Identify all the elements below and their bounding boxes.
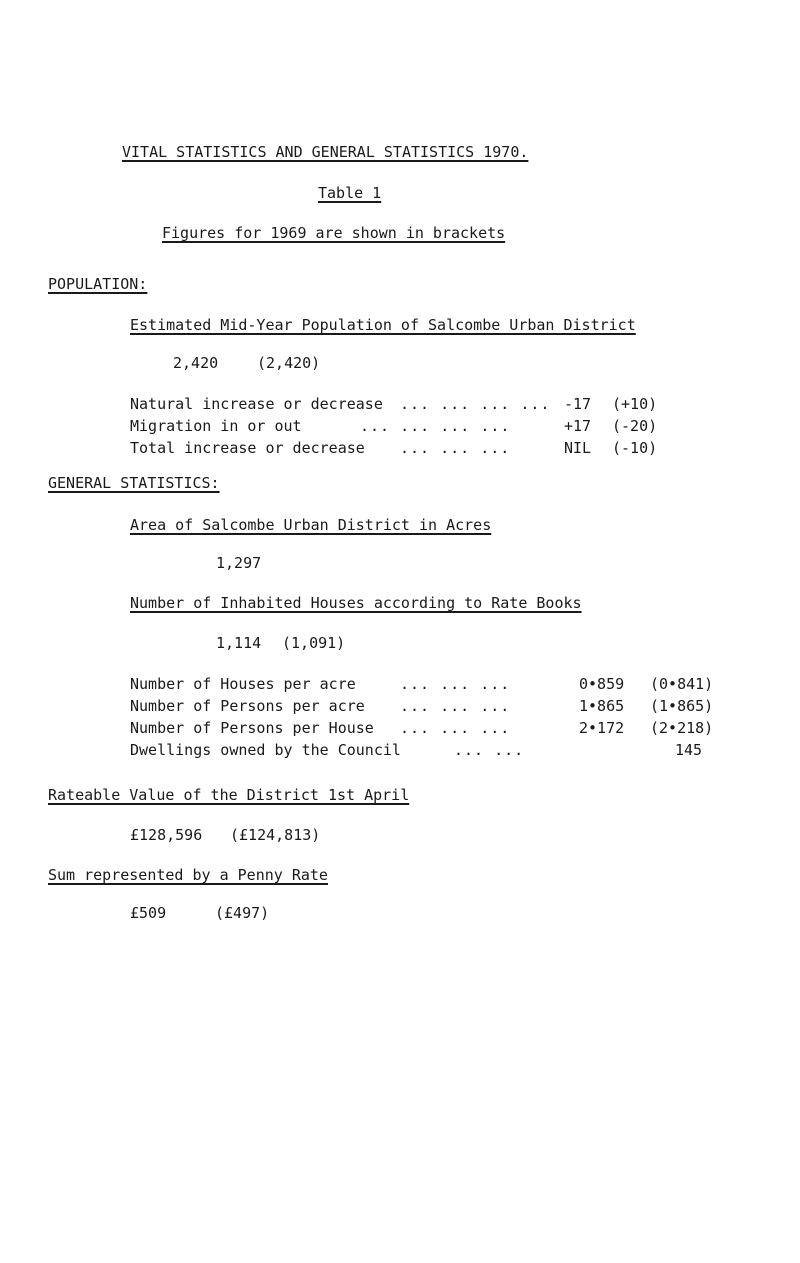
row-leader: ... ... ... bbox=[400, 697, 511, 715]
general-row bbox=[130, 674, 730, 694]
row-label: Number of Persons per House bbox=[130, 719, 374, 737]
row-label: Number of Houses per acre bbox=[130, 675, 356, 693]
row-value: 0•859 bbox=[579, 675, 625, 693]
table-label: Table 1 bbox=[318, 184, 382, 202]
population-row bbox=[130, 416, 730, 436]
row-value: +17 bbox=[564, 417, 592, 435]
houses-value: 1,114 bbox=[216, 634, 262, 652]
population-estimate-label: Estimated Mid-Year Population of Salcombe Urban District bbox=[130, 316, 636, 334]
penny-rate-label: Sum represented by a Penny Rate bbox=[48, 866, 328, 884]
population-row bbox=[130, 394, 730, 414]
row-previous: 145 bbox=[675, 741, 703, 759]
row-previous: (-10) bbox=[612, 439, 658, 457]
row-previous: (0•841) bbox=[650, 675, 714, 693]
row-previous: (2•218) bbox=[650, 719, 714, 737]
population-section-title: POPULATION: bbox=[48, 275, 148, 293]
row-leader: ... ... ... ... bbox=[360, 417, 511, 435]
rateable-label: Rateable Value of the District 1st April bbox=[48, 786, 410, 804]
houses-prev: (1,091) bbox=[282, 634, 346, 652]
row-label: Total increase or decrease bbox=[130, 439, 365, 457]
row-value: 2•172 bbox=[579, 719, 625, 737]
row-value: -17 bbox=[564, 395, 592, 413]
row-value: NIL bbox=[564, 439, 592, 457]
subtitle: Figures for 1969 are shown in brackets bbox=[162, 224, 506, 242]
row-label: Number of Persons per acre bbox=[130, 697, 365, 715]
row-leader: ... ... ... bbox=[400, 719, 511, 737]
area-value: 1,297 bbox=[216, 554, 262, 572]
row-previous: (-20) bbox=[612, 417, 658, 435]
rateable-prev: (£124,813) bbox=[230, 826, 321, 844]
row-value: 1•865 bbox=[579, 697, 625, 715]
penny-rate-value: £509 bbox=[130, 904, 167, 922]
row-previous: (+10) bbox=[612, 395, 658, 413]
houses-label: Number of Inhabited Houses according to Rate Books bbox=[130, 594, 582, 612]
row-previous: (1•865) bbox=[650, 697, 714, 715]
general-section-title: GENERAL STATISTICS: bbox=[48, 474, 220, 492]
row-leader: ... ... ... ... bbox=[400, 395, 551, 413]
penny-rate-prev: (£497) bbox=[215, 904, 270, 922]
row-leader: ... ... ... bbox=[400, 439, 511, 457]
document-heading: VITAL STATISTICS AND GENERAL STATISTICS 1970. bbox=[122, 143, 529, 161]
row-label: Dwellings owned by the Council bbox=[130, 741, 401, 759]
general-row bbox=[130, 718, 730, 738]
general-row bbox=[130, 740, 730, 760]
row-leader: ... ... ... bbox=[400, 675, 511, 693]
population-row bbox=[130, 438, 730, 458]
row-label: Migration in or out bbox=[130, 417, 302, 435]
population-estimate-prev: (2,420) bbox=[257, 354, 321, 372]
row-label: Natural increase or decrease bbox=[130, 395, 383, 413]
rateable-value: £128,596 bbox=[130, 826, 203, 844]
area-label: Area of Salcombe Urban District in Acres bbox=[130, 516, 492, 534]
row-leader: ... ... bbox=[454, 741, 525, 759]
population-estimate-value: 2,420 bbox=[173, 354, 219, 372]
general-row bbox=[130, 696, 730, 716]
